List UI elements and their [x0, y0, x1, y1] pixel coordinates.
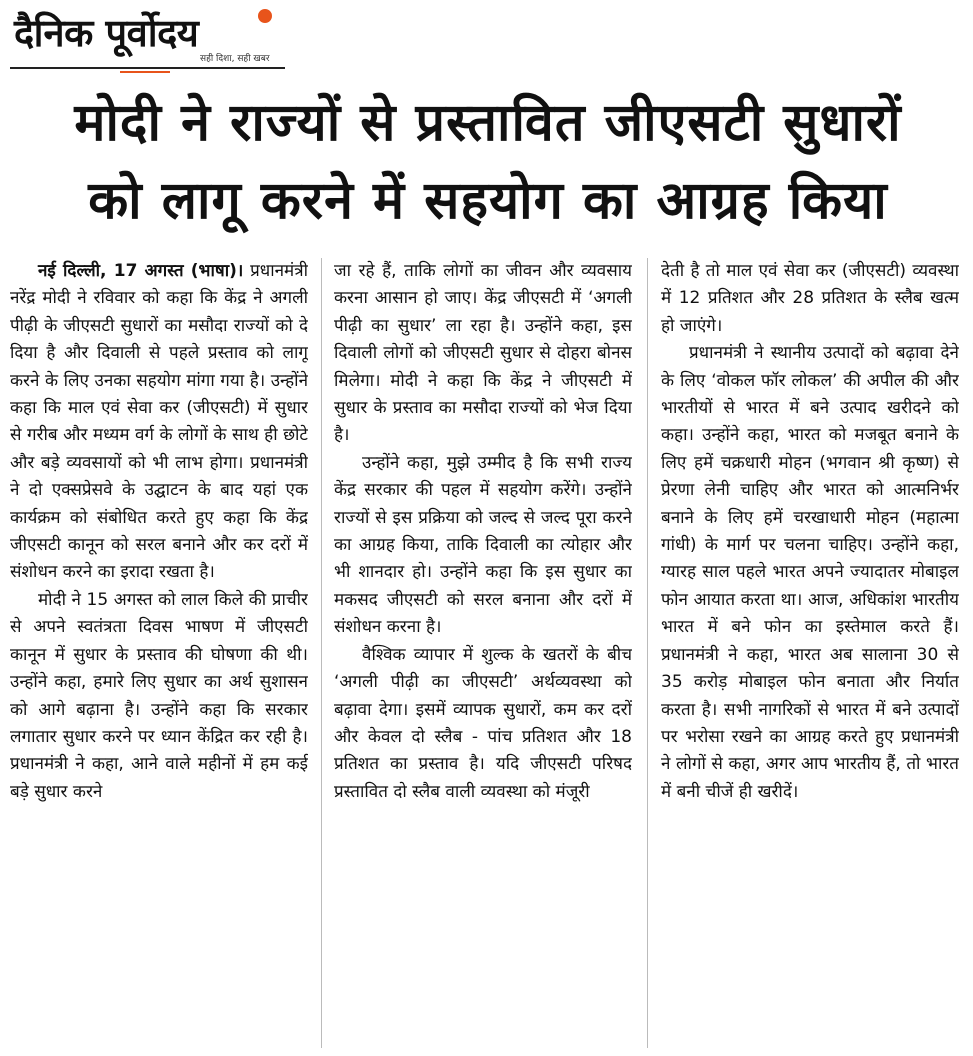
paragraph-text: प्रधानमंत्री नरेंद्र मोदी ने रविवार को कहा कि केंद्र ने अगली पीढ़ी के जीएसटी सुधारों का मसौदा राज्यों को दे दिया है और दिवाली से पहले प्रस्ताव को लागू करने के लिए उनका सहयोग मांगा गया है। उन्होंने कहा कि माल एवं सेवा कर (जीएसटी) में सुधार से गरीब और मध्यम वर्ग के लोगों के साथ ही छोटे और बड़े व्यवसायों को भी लाभ होगा। प्रधानमंत्री ने दो एक्सप्रेसवे के उद्घाटन के बाद यहां एक कार्यक्रम को संबोधित करते हुए कहा कि केंद्र जीएसटी कानून को सरल बनाने और कर दरों में संशोधन करने का इरादा रखता है। [10, 261, 308, 583]
headline-line-2: को लागू करने में सहयोग का आग्रह किया [88, 171, 888, 231]
newspaper-tagline: सही दिशा, सही खबर [200, 54, 270, 64]
article-paragraph: देती है तो माल एवं सेवा कर (जीएसटी) व्यवस्था में 12 प्रतिशत और 28 प्रतिशत के स्लैब खत्म हो जाएंगे। [661, 261, 959, 336]
column-divider [647, 258, 648, 1048]
article-paragraph: उन्होंने कहा, मुझे उम्मीद है कि सभी राज्य केंद्र सरकार की पहल में सहयोग करेंगे। उन्होंने राज्यों से इस प्रक्रिया को जल्द से जल्द पूरा करने का आग्रह किया, ताकि दिवाली का त्योहार और भी शानदार हो। उन्होंने कहा कि इस सुधार का मकसद जीएसटी को सरल बनाना और दरों में संशोधन करना है। [334, 452, 632, 638]
headline [18, 84, 958, 240]
article-paragraph: प्रधानमंत्री ने स्थानीय उत्पादों को बढ़ावा देने के लिए ‘वोकल फॉर लोकल’ की अपील की और भारतीयों से भारत में बने उत्पाद खरीदने को कहा। उन्होंने कहा, भारत को मजबूत बनाने के लिए हमें चक्रधारी मोहन (भगवान श्री कृष्ण) से प्रेरणा लेनी चाहिए और भारत को आत्मनिर्भर बनाने के लिए हमें चरखाधारी मोहन (महात्मा गांधी) के मार्ग पर चलना चाहिए। उन्होंने कहा, ग्यारह साल पहले भारत अपने ज्यादातर मोबाइल फोन आयात करता था। आज, अधिकांश भारतीय भारत में बने फोन का इस्तेमाल करते हैं। प्रधानमंत्री ने कहा, भारत अब सालाना 30 से 35 करोड़ मोबाइल फोन बनाता और निर्यात करता है। सभी नागरिकों से भारत में बने उत्पादों पर भरोसा रखने का आग्रह करते हुए प्रधानमंत्री ने लोगों से कहा, अगर आप भारतीय हैं, तो भारत में बनी चीजें ही खरीदें। [661, 343, 959, 802]
article-paragraph: वैश्विक व्यापार में शुल्क के खतरों के बीच ‘अगली पीढ़ी का जीएसटी’ अर्थव्यवस्था को बढ़ावा देगा। इसमें व्यापक सुधारों, कम कर दरों और केवल दो स्लैब - पांच प्रतिशत और 18 प्रतिशत का प्रस्ताव है। यदि जीएसटी परिषद प्रस्तावित दो स्लैब वाली व्यवस्था को मंजूरी [334, 644, 632, 802]
dateline: नई दिल्ली, 17 अगस्त (भाषा)। [38, 261, 244, 281]
article-paragraph: मोदी ने 15 अगस्त को लाल किले की प्राचीर से अपने स्वतंत्रता दिवस भाषण में जीएसटी कानून में सुधार के प्रस्ताव की घोषणा की थी। उन्होंने कहा, हमारे लिए सुधार का अर्थ सुशासन को आगे बढ़ाना है। उन्होंने कहा कि सरकार लगातार सुधार करने पर ध्यान केंद्रित कर रही है। प्रधानमंत्री ने कहा, आने वाले महीनों में हम कई बड़े सुधार करने [10, 589, 308, 802]
article-column-3 [661, 258, 959, 1050]
masthead [0, 0, 973, 78]
article-paragraph [10, 258, 308, 587]
headline-line-1: मोदी ने राज्यों से प्रस्तावित जीएसटी सुधारों [74, 93, 902, 153]
masthead-accent-rule [120, 71, 170, 73]
logo-dot-icon [258, 9, 272, 23]
article-paragraph: जा रहे हैं, ताकि लोगों का जीवन और व्यवसाय करना आसान हो जाए। केंद्र जीएसटी में ‘अगली पीढ़ी का सुधार’ ला रहा है। उन्होंने कहा, इस दिवाली लोगों को जीएसटी सुधार से दोहरा बोनस मिलेगा। मोदी ने कहा कि केंद्र ने जीएसटी में सुधार के प्रस्ताव का मसौदा राज्यों को भेज दिया है। [334, 261, 632, 446]
masthead-rule [10, 67, 285, 69]
column-divider [321, 258, 322, 1048]
article-column-1 [10, 258, 308, 1050]
article-column-2 [334, 258, 632, 1050]
newspaper-logo: दैनिक पूर्वोदय [14, 11, 199, 55]
